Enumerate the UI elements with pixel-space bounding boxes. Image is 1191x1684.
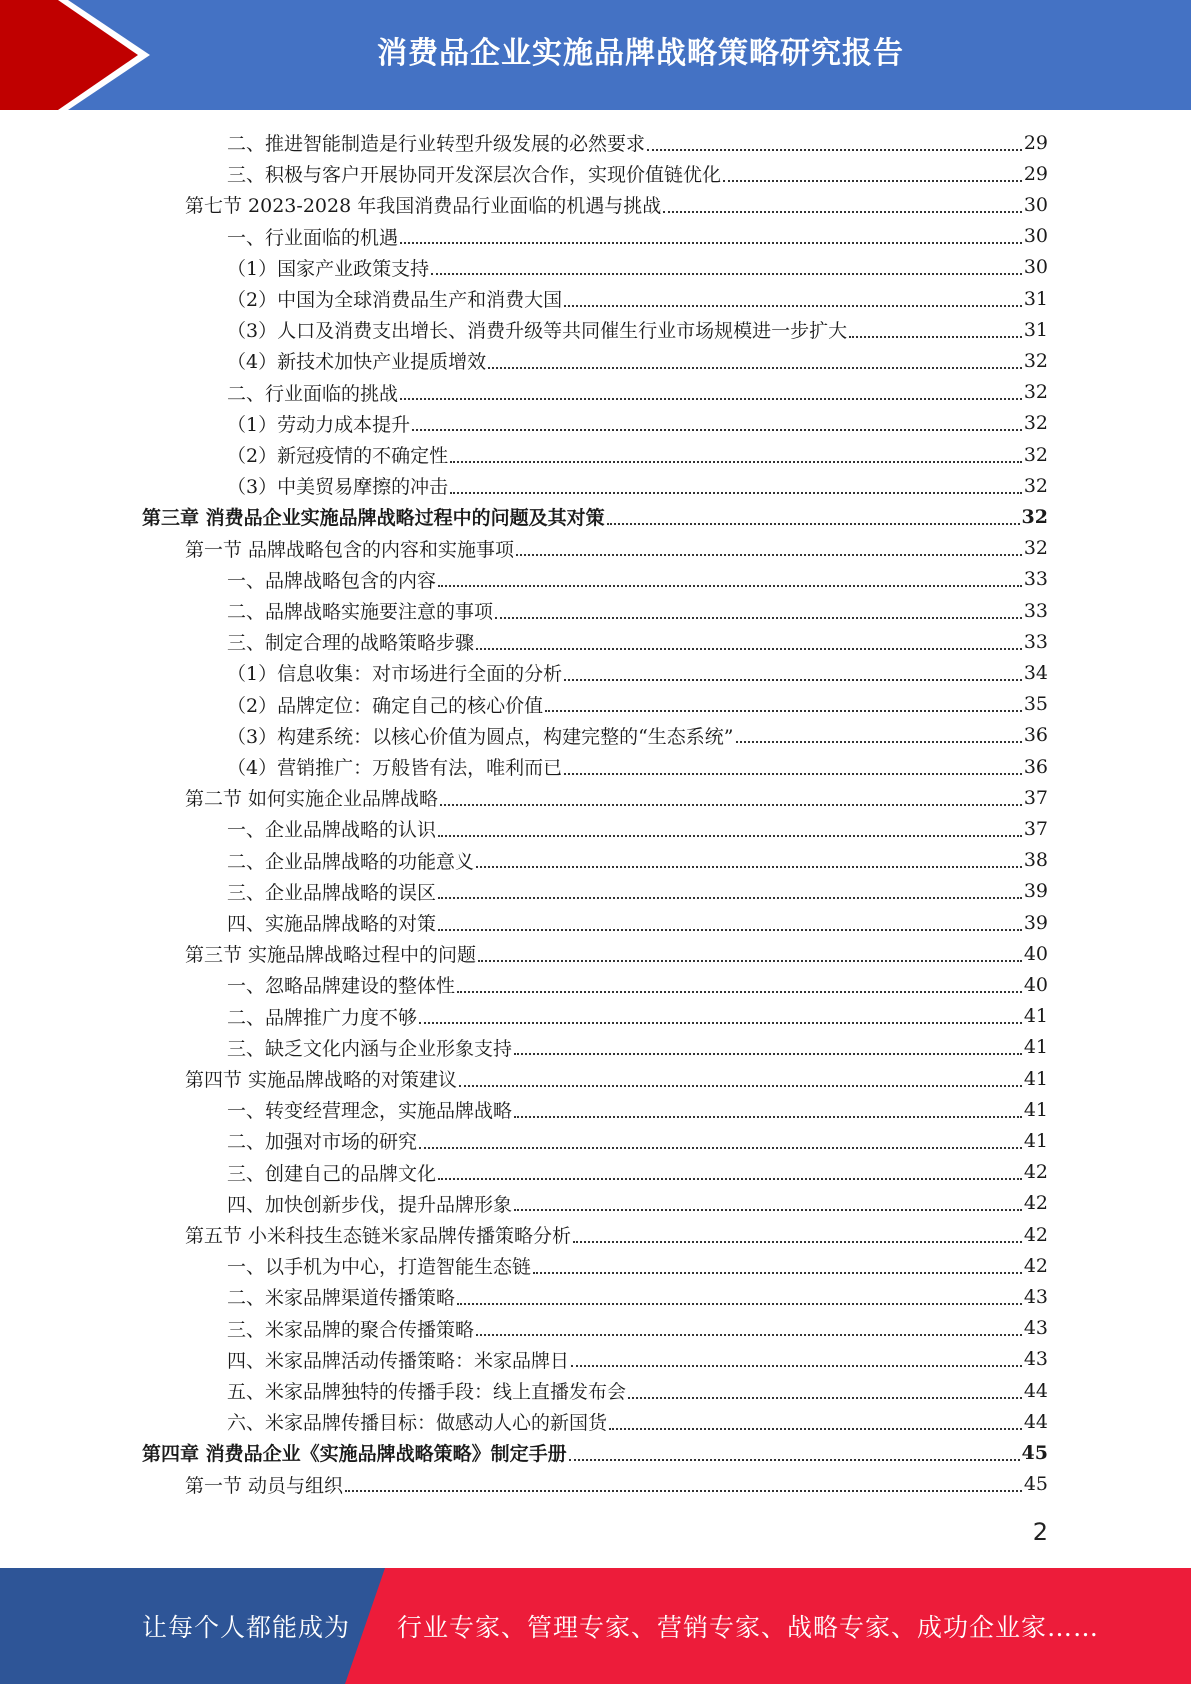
toc-entry-title: 第四章 消费品企业《实施品牌战略策略》制定手册 [142, 1443, 567, 1466]
toc-dot-leader [478, 960, 1022, 962]
toc-entry-page: 30 [1023, 225, 1048, 248]
toc-dot-leader [438, 897, 1022, 899]
toc-entry-title: 二、推进智能制造是行业转型升级发展的必然要求 [227, 133, 646, 155]
toc-entry-title: 第七节 2023-2028 年我国消费品行业面临的机遇与挑战 [185, 195, 662, 218]
toc-entry-title: （1）信息收集：对市场进行全面的分析 [227, 663, 563, 686]
toc-entry-title: （1）劳动力成本提升 [227, 413, 411, 436]
toc-entry-title: 四、实施品牌战略的对策 [227, 913, 437, 935]
toc-entry-page: 33 [1023, 630, 1048, 653]
toc-subsection-entry[interactable] [227, 1094, 1048, 1125]
page-number: 2 [1032, 1518, 1048, 1546]
header-arrow-decoration [0, 0, 160, 110]
toc-dot-leader [457, 991, 1022, 993]
toc-subsection-entry[interactable] [227, 1281, 1048, 1312]
toc-entry-title: 三、米家品牌的聚合传播策略 [227, 1318, 475, 1341]
toc-entry-title: 一、忽略品牌建设的整体性 [227, 975, 456, 998]
toc-entry-title: 第一节 品牌战略包含的内容和实施事项 [185, 538, 515, 561]
toc-dot-leader [545, 710, 1022, 712]
toc-entry-title: 六、米家品牌传播目标：做感动人心的新国货 [227, 1412, 608, 1435]
toc-dot-leader [628, 1397, 1022, 1399]
toc-entry-page: 45 [1023, 1473, 1048, 1496]
toc-entry-page: 32 [1023, 349, 1048, 372]
toc-subsection-entry[interactable] [227, 564, 1048, 595]
toc-entry-page: 30 [1023, 193, 1048, 216]
toc-subsection-entry[interactable] [227, 1125, 1048, 1156]
toc-entry-page: 43 [1023, 1285, 1048, 1308]
toc-entry-page: 32 [1023, 412, 1048, 435]
toc-entry-page: 36 [1023, 755, 1048, 778]
toc-entry-page: 37 [1023, 817, 1048, 840]
toc-subsection-entry[interactable] [227, 720, 1048, 751]
toc-dot-leader [516, 554, 1022, 556]
toc-subsection-entry[interactable] [227, 689, 1048, 720]
toc-dot-leader [495, 617, 1022, 619]
toc-entry-title: 四、加快创新步伐，提升品牌形象 [227, 1193, 513, 1216]
toc-entry-page: 41 [1023, 1005, 1048, 1028]
toc-entry-title: 二、加强对市场的研究 [227, 1131, 418, 1154]
toc-dot-leader [564, 679, 1022, 681]
toc-entry-page: 43 [1023, 1348, 1048, 1371]
toc-entry-page: 44 [1023, 1410, 1048, 1433]
toc-entry-title: （4）新技术加快产业提质增效 [227, 351, 487, 374]
toc-section-entry[interactable] [185, 1469, 1048, 1500]
toc-subsection-entry[interactable] [227, 1406, 1048, 1437]
toc-subsection-entry[interactable] [227, 1250, 1048, 1281]
toc-subsection-entry[interactable] [227, 158, 1048, 189]
toc-entry-page: 38 [1023, 849, 1048, 872]
toc-subsection-entry[interactable] [227, 470, 1048, 501]
toc-dot-leader [488, 367, 1022, 369]
toc-subsection-entry[interactable] [227, 283, 1048, 314]
toc-section-entry[interactable] [185, 1063, 1048, 1094]
toc-subsection-entry[interactable] [227, 345, 1048, 376]
toc-subsection-entry[interactable] [227, 1032, 1048, 1063]
toc-entry-title: 一、企业品牌战略的认识 [227, 819, 437, 842]
toc-entry-page: 42 [1023, 1161, 1048, 1184]
toc-subsection-entry[interactable] [227, 1157, 1048, 1188]
toc-entry-page: 43 [1023, 1317, 1048, 1340]
toc-dot-leader [345, 1490, 1022, 1492]
report-title: 消费品企业实施品牌战略策略研究报告 [377, 36, 904, 71]
toc-dot-leader [514, 1053, 1022, 1055]
toc-entry-title: 一、以手机为中心，打造智能生态链 [227, 1256, 532, 1279]
toc-entry-title: 第一节 动员与组织 [185, 1474, 344, 1497]
toc-dot-leader [564, 305, 1022, 307]
toc-entry-page: 32 [1023, 537, 1048, 560]
toc-dot-leader [663, 211, 1022, 213]
toc-chapter-entry[interactable] [142, 501, 1048, 532]
toc-subsection-entry[interactable] [227, 813, 1048, 844]
toc-entry-page: 33 [1023, 568, 1048, 591]
toc-entry-page: 42 [1023, 1223, 1048, 1246]
toc-entry-title: 第三章 消费品企业实施品牌战略过程中的问题及其对策 [142, 507, 605, 530]
toc-entry-title: 二、米家品牌渠道传播策略 [227, 1287, 456, 1310]
toc-dot-leader [459, 1085, 1022, 1087]
toc-dot-leader [400, 242, 1022, 244]
toc-dot-leader [647, 149, 1022, 151]
toc-section-entry[interactable] [185, 533, 1048, 564]
toc-dot-leader [438, 929, 1022, 931]
toc-entry-page: 39 [1023, 911, 1048, 934]
toc-subsection-entry[interactable] [227, 439, 1048, 470]
toc-entry-title: （3）中美贸易摩擦的冲击 [227, 476, 449, 499]
toc-entry-page: 40 [1023, 942, 1048, 965]
toc-section-entry[interactable] [185, 189, 1048, 220]
toc-entry-page: 45 [1021, 1441, 1048, 1464]
toc-subsection-entry[interactable] [227, 1375, 1048, 1406]
toc-entry-page: 44 [1023, 1379, 1048, 1402]
toc-entry-page: 40 [1023, 973, 1048, 996]
toc-subsection-entry[interactable] [227, 1344, 1048, 1375]
toc-subsection-entry[interactable] [227, 221, 1048, 252]
toc-entry-page: 41 [1023, 1036, 1048, 1059]
toc-subsection-entry[interactable] [227, 876, 1048, 907]
toc-entry-title: 三、创建自己的品牌文化 [227, 1162, 437, 1185]
toc-dot-leader [450, 461, 1022, 463]
toc-entry-page: 29 [1023, 162, 1048, 185]
toc-dot-leader [736, 741, 1022, 743]
toc-entry-page: 41 [1023, 1067, 1048, 1090]
toc-entry-page: 31 [1023, 318, 1048, 341]
toc-dot-leader [849, 336, 1022, 338]
toc-dot-leader [438, 585, 1022, 587]
toc-dot-leader [400, 398, 1022, 400]
toc-entry-page: 41 [1023, 1098, 1048, 1121]
toc-entry-title: 三、企业品牌战略的误区 [227, 881, 437, 904]
toc-subsection-entry[interactable] [227, 252, 1048, 283]
toc-entry-title: （1）国家产业政策支持 [227, 257, 430, 280]
toc-dot-leader [514, 1116, 1022, 1118]
toc-entry-page: 42 [1023, 1192, 1048, 1215]
toc-dot-leader [431, 273, 1022, 275]
toc-dot-leader [533, 1272, 1022, 1274]
toc-entry-page: 39 [1023, 880, 1048, 903]
toc-entry-page: 32 [1023, 443, 1048, 466]
toc-entry-title: 二、行业面临的挑战 [227, 382, 399, 405]
footer-slogan-left: 让每个人都能成为 [142, 1613, 351, 1642]
toc-dot-leader [573, 1241, 1022, 1243]
toc-entry-title: 三、积极与客户开展协同开发深层次合作，实现价值链优化 [227, 164, 722, 187]
footer-slogan-right: 行业专家、管理专家、营销专家、战略专家、成功企业家…… [397, 1613, 1100, 1642]
toc-dot-leader [609, 1428, 1022, 1430]
page-footer [0, 1568, 1191, 1684]
toc-entry-page: 36 [1023, 724, 1048, 747]
toc-entry-title: （4）营销推广：万般皆有法，唯利而已 [227, 757, 563, 779]
toc-entry-title: 第四节 实施品牌战略的对策建议 [185, 1069, 458, 1091]
toc-entry-page: 31 [1023, 287, 1048, 310]
toc-subsection-entry[interactable] [227, 314, 1048, 345]
toc-entry-title: （3）人口及消费支出增长、消费升级等共同催生行业市场规模进一步扩大 [227, 320, 848, 343]
toc-dot-leader [514, 1209, 1022, 1211]
toc-subsection-entry[interactable] [227, 595, 1048, 626]
toc-section-entry[interactable] [185, 782, 1048, 813]
toc-entry-title: 四、米家品牌活动传播策略：米家品牌日 [227, 1349, 570, 1372]
toc-subsection-entry[interactable] [227, 1313, 1048, 1344]
toc-dot-leader [438, 1178, 1022, 1180]
toc-entry-title: 第五节 小米科技生态链米家品牌传播策略分析 [185, 1225, 572, 1247]
toc-entry-title: 一、品牌战略包含的内容 [227, 569, 437, 592]
toc-subsection-entry[interactable] [227, 845, 1048, 876]
toc-entry-page: 33 [1023, 599, 1048, 622]
toc-dot-leader [476, 648, 1022, 650]
toc-entry-title: （2）新冠疫情的不确定性 [227, 445, 449, 467]
toc-dot-leader [438, 835, 1022, 837]
toc-entry-title: 一、行业面临的机遇 [227, 226, 399, 249]
toc-dot-leader [450, 492, 1022, 494]
toc-entry-page: 32 [1021, 505, 1048, 528]
toc-chapter-entry[interactable] [142, 1437, 1048, 1468]
toc-dot-leader [564, 773, 1022, 775]
toc-subsection-entry[interactable] [227, 1001, 1048, 1032]
toc-subsection-entry[interactable] [227, 907, 1048, 938]
toc-dot-leader [440, 804, 1022, 806]
toc-entry-title: 第三节 实施品牌战略过程中的问题 [185, 944, 477, 967]
toc-entry-title: 二、品牌战略实施要注意的事项 [227, 601, 494, 623]
toc-subsection-entry[interactable] [227, 377, 1048, 408]
toc-dot-leader [419, 1147, 1022, 1149]
toc-subsection-entry[interactable] [227, 626, 1048, 657]
toc-entry-page: 41 [1023, 1129, 1048, 1152]
toc-entry-title: 一、转变经营理念，实施品牌战略 [227, 1100, 513, 1123]
toc-entry-page: 29 [1023, 131, 1048, 154]
toc-dot-leader [419, 1022, 1022, 1024]
toc-entry-page: 35 [1023, 693, 1048, 716]
toc-entry-title: 第二节 如何实施企业品牌战略 [185, 788, 439, 811]
toc-subsection-entry[interactable] [227, 969, 1048, 1000]
toc-entry-page: 37 [1023, 786, 1048, 809]
toc-entry-page: 32 [1023, 474, 1048, 497]
toc-entry-page: 30 [1023, 256, 1048, 279]
toc-entry-title: 三、缺乏文化内涵与企业形象支持 [227, 1037, 513, 1060]
toc-dot-leader [607, 523, 1020, 525]
toc-entry-title: （3）构建系统：以核心价值为圆点，构建完整的“生态系统” [227, 725, 734, 748]
toc-section-entry[interactable] [185, 938, 1048, 969]
toc-dot-leader [412, 429, 1022, 431]
toc-dot-leader [476, 1334, 1022, 1336]
toc-dot-leader [476, 866, 1022, 868]
toc-entry-page: 32 [1023, 381, 1048, 404]
toc-subsection-entry[interactable] [227, 408, 1048, 439]
toc-dot-leader [457, 1303, 1022, 1305]
page-header [0, 0, 1191, 110]
toc-section-entry[interactable] [185, 1219, 1048, 1250]
toc-entry-title: 二、企业品牌战略的功能意义 [227, 850, 475, 873]
toc-entry-page: 42 [1023, 1254, 1048, 1277]
toc-dot-leader [723, 180, 1022, 182]
toc-subsection-entry[interactable] [227, 751, 1048, 782]
toc-entry-title: 五、米家品牌独特的传播手段：线上直播发布会 [227, 1381, 627, 1403]
toc-dot-leader [569, 1459, 1020, 1461]
toc-entry-title: （2）品牌定位：确定自己的核心价值 [227, 694, 544, 717]
toc-entry-title: 二、品牌推广力度不够 [227, 1006, 418, 1029]
toc-subsection-entry[interactable] [227, 657, 1048, 688]
toc-entry-title: （2）中国为全球消费品生产和消费大国 [227, 289, 563, 311]
toc-dot-leader [571, 1365, 1022, 1367]
toc-entry-title: 三、制定合理的战略策略步骤 [227, 632, 475, 655]
toc-subsection-entry[interactable] [227, 127, 1048, 158]
toc-subsection-entry[interactable] [227, 1188, 1048, 1219]
toc-entry-page: 34 [1023, 661, 1048, 684]
